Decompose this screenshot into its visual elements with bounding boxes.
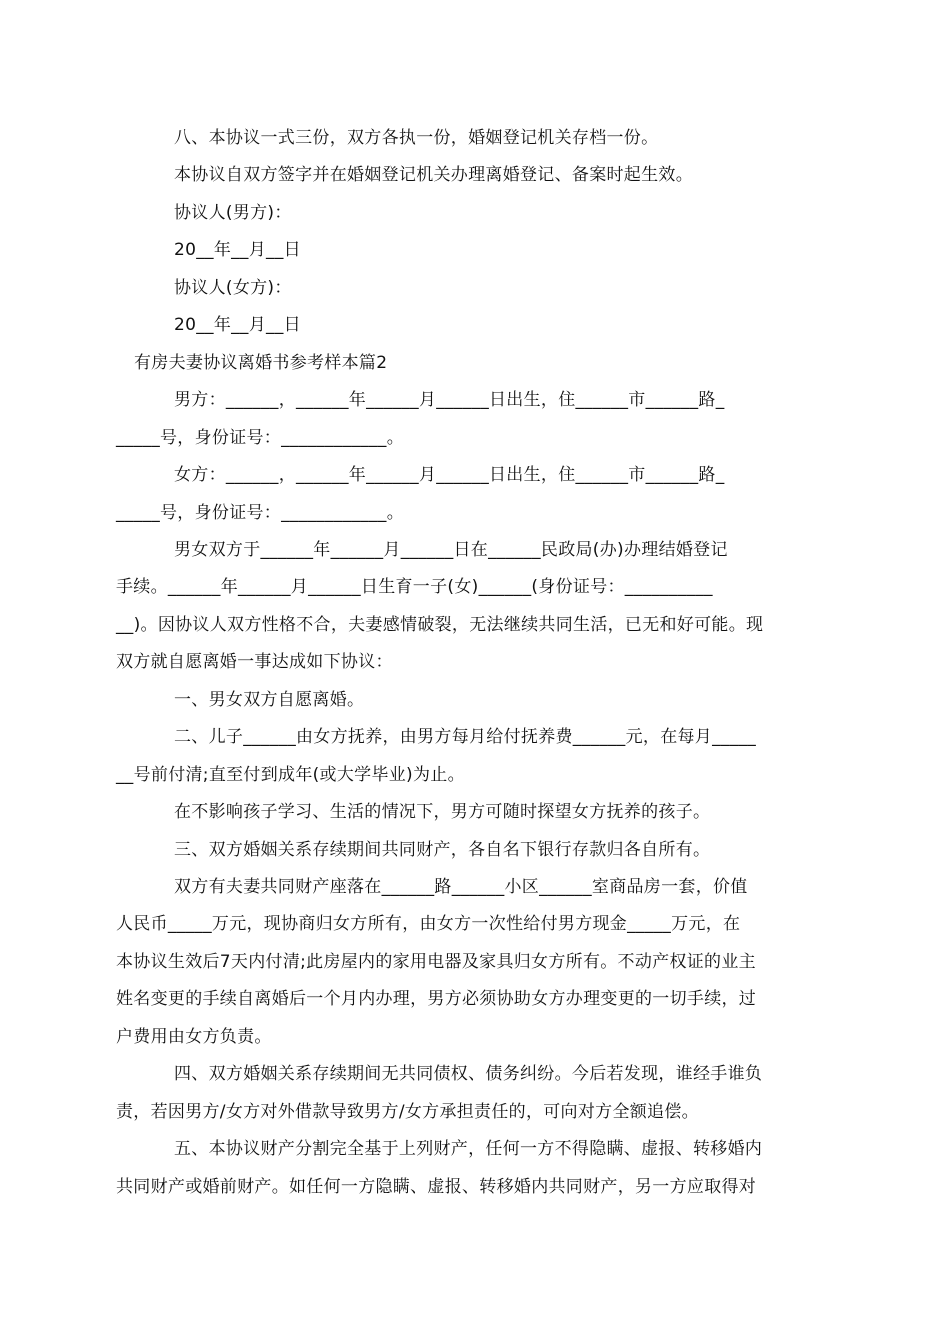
text-line: 姓名变更的手续自离婚后一个月内办理，男方必须协助女方办理变更的一切手续，过 bbox=[116, 989, 757, 1009]
text-line: 人民币_____万元，现协商归女方所有，由女方一次性给付男方现金_____万元，在 bbox=[116, 914, 741, 934]
text-line: 共同财产或婚前财产。如任何一方隐瞒、虚报、转移婚内共同财产，另一方应取得对 bbox=[116, 1177, 757, 1197]
text-line: 本协议自双方签字并在婚姻登记机关办理离婚登记、备案时起生效。 bbox=[174, 165, 693, 185]
text-line: __号前付清;直至付到成年(或大学毕业)为止。 bbox=[116, 765, 465, 785]
text-line: 协议人(男方)： bbox=[174, 203, 292, 223]
text-line: 三、双方婚姻关系存续期间共同财产，各自名下银行存款归各自所有。 bbox=[174, 840, 711, 860]
text-line: 男方：______，______年______月______日出生，住______市______路_ bbox=[174, 390, 725, 410]
text-line: 双方有夫妻共同财产座落在______路______小区______室商品房一套，价值 bbox=[174, 877, 748, 897]
text-line: 20__年__月__日 bbox=[174, 240, 301, 260]
text-line: 手续。______年______月______日生育一子(女)______(身份证号：__________ bbox=[116, 577, 713, 597]
text-line: 在不影响孩子学习、生活的情况下，男方可随时探望女方抚养的孩子。 bbox=[174, 802, 711, 822]
section-heading: 有房夫妻协议离婚书参考样本篇2 bbox=[134, 353, 388, 373]
text-line: 本协议生效后7天内付清;此房屋内的家用电器及家具归女方所有。不动产权证的业主 bbox=[116, 952, 756, 972]
text-line: 双方就自愿离婚一事达成如下协议： bbox=[116, 652, 393, 672]
text-line: 四、双方婚姻关系存续期间无共同债权、债务纠纷。今后若发现，谁经手谁负 bbox=[174, 1064, 763, 1084]
text-line: 五、本协议财产分割完全基于上列财产，任何一方不得隐瞒、虚报、转移婚内 bbox=[174, 1139, 763, 1159]
text-line: 一、男女双方自愿离婚。 bbox=[174, 690, 365, 710]
text-line: 女方：______，______年______月______日出生，住______市______路_ bbox=[174, 465, 725, 485]
text-line: 户费用由女方负责。 bbox=[116, 1027, 272, 1047]
text-line: 男女双方于______年______月______日在______民政局(办)办理结婚登记 bbox=[174, 540, 728, 560]
text-line: 八、本协议一式三份，双方各执一份，婚姻登记机关存档一份。 bbox=[174, 128, 659, 148]
text-line: 二、儿子______由女方抚养，由男方每月给付抚养费______元，在每月_____ bbox=[174, 727, 757, 747]
text-line: _____号，身份证号：____________。 bbox=[116, 428, 404, 448]
text-line: __)。因协议人双方性格不合，夫妻感情破裂，无法继续共同生活，已无和好可能。现 bbox=[116, 615, 764, 635]
text-line: 协议人(女方)： bbox=[174, 278, 292, 298]
text-line: 20__年__月__日 bbox=[174, 315, 301, 335]
text-line: _____号，身份证号：____________。 bbox=[116, 503, 404, 523]
text-line: 责，若因男方/女方对外借款导致男方/女方承担责任的，可向对方全额追偿。 bbox=[116, 1102, 699, 1122]
